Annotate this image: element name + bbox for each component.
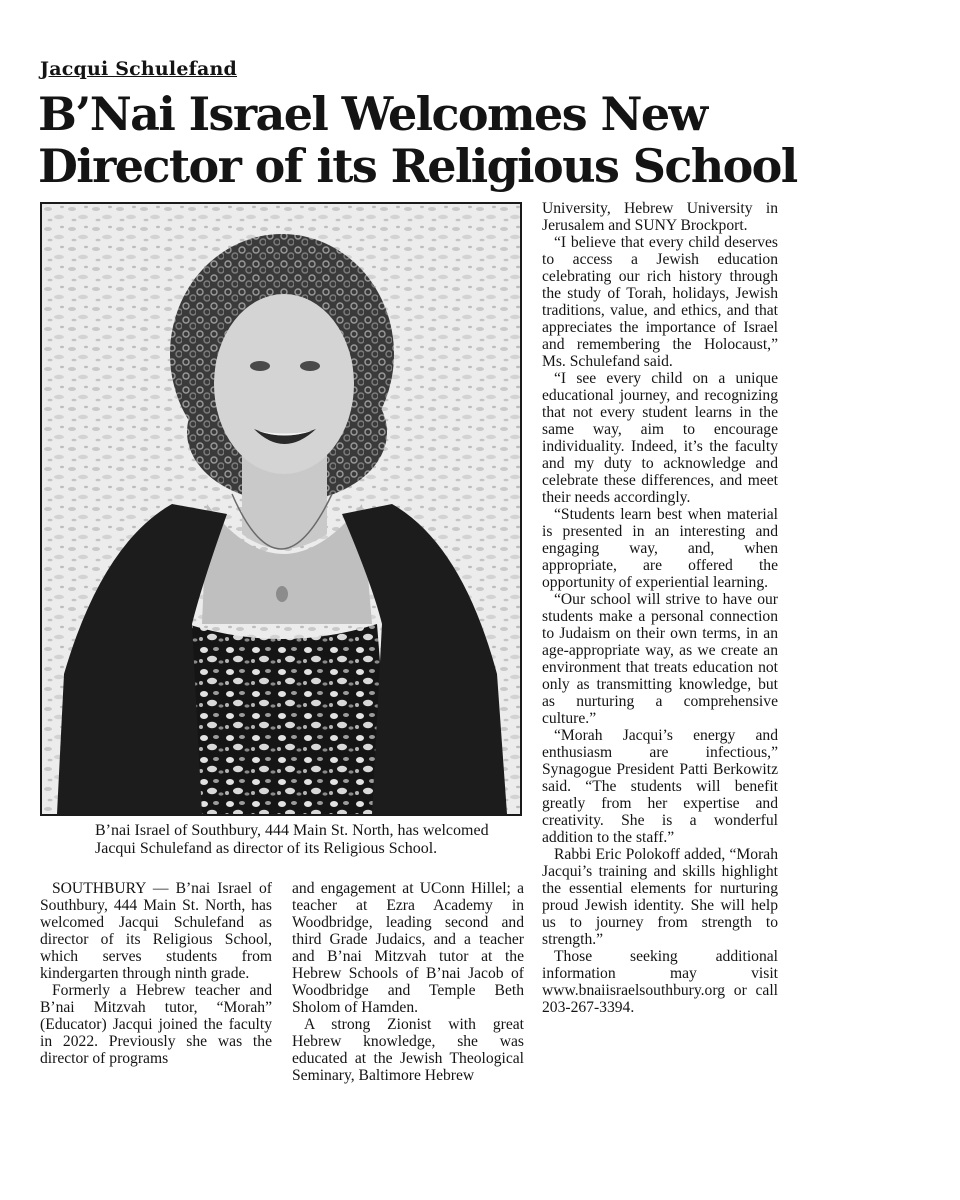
- paragraph: “I see every child on a unique educational journey, and recognizing that not every student learns in the same way, aim to encourage individuality. Indeed, it’s the faculty and my duty to acknowledge and celebrate these differences, and meet their needs accordingly.: [542, 370, 778, 506]
- article-column-2: [292, 880, 524, 1084]
- paragraph: and engagement at UConn Hillel; a teacher at Ezra Academy in Woodbridge, leading second and third Grade Judaics, and a teacher and B’nai Mitzvah tutor at the Hebrew Schools of B’nai Jacob of Woodbridge and Temple Beth Sholom of Hamden.: [292, 880, 524, 1016]
- portrait-illustration: [42, 204, 520, 814]
- paragraph: Rabbi Eric Polokoff added, “Morah Jacqui’s training and skills highlight the essential elements for nurturing proud Jewish identity. She will help us to journey from strength to strength.”: [542, 846, 778, 948]
- headline-line-1: B’Nai Israel Welcomes New: [38, 87, 707, 141]
- photo-caption: B’nai Israel of Southbury, 444 Main St. North, has welcomed Jacqui Schulefand as director of its Religious School.: [95, 822, 489, 857]
- paragraph: “Our school will strive to have our students make a personal connection to Judaism on their own terms, in an age-appropriate way, as we create an environment that treats education not only as transmitting knowledge, but as nurturing a comprehensive culture.”: [542, 591, 778, 727]
- paragraph: University, Hebrew University in Jerusalem and SUNY Brockport.: [542, 200, 778, 234]
- portrait-photo: [40, 202, 522, 816]
- paragraph: “Morah Jacqui’s energy and enthusiasm are infectious,” Synagogue President Patti Berkowitz said. “The students will benefit greatly from her expertise and creativity. She is a wonderful addition to the staff.”: [542, 727, 778, 846]
- headline-line-2: Director of its Religious School: [38, 139, 797, 193]
- byline: Jacqui Schulefand: [40, 58, 238, 80]
- paragraph: “Students learn best when material is presented in an interesting and engaging way, and, when appropriate, are offered the opportunity of experiential learning.: [542, 506, 778, 591]
- article-column-3: [542, 200, 778, 1016]
- paragraph: Those seeking additional information may visit www.bnaiisraelsouthbury.org or call 203-267-3394.: [542, 948, 778, 1016]
- paragraph: SOUTHBURY — B’nai Israel of Southbury, 444 Main St. North, has welcomed Jacqui Schulefand as director of its Religious School, which serves students from kindergarten through ninth grade.: [40, 880, 272, 982]
- paragraph: A strong Zionist with great Hebrew knowledge, she was educated at the Jewish Theological Seminary, Baltimore Hebrew: [292, 1016, 524, 1084]
- paragraph: “I believe that every child deserves to access a Jewish education celebrating our rich history through the study of Torah, holidays, Jewish traditions, value, and ethics, and that appreciates the importance of Israel and remembering the Holocaust,” Ms. Schulefand said.: [542, 234, 778, 370]
- paragraph: Formerly a Hebrew teacher and B’nai Mitzvah tutor, “Morah” (Educator) Jacqui joined the faculty in 2022. Previously she was the director of programs: [40, 982, 272, 1067]
- article-column-1: [40, 880, 272, 1067]
- headline: [38, 88, 928, 192]
